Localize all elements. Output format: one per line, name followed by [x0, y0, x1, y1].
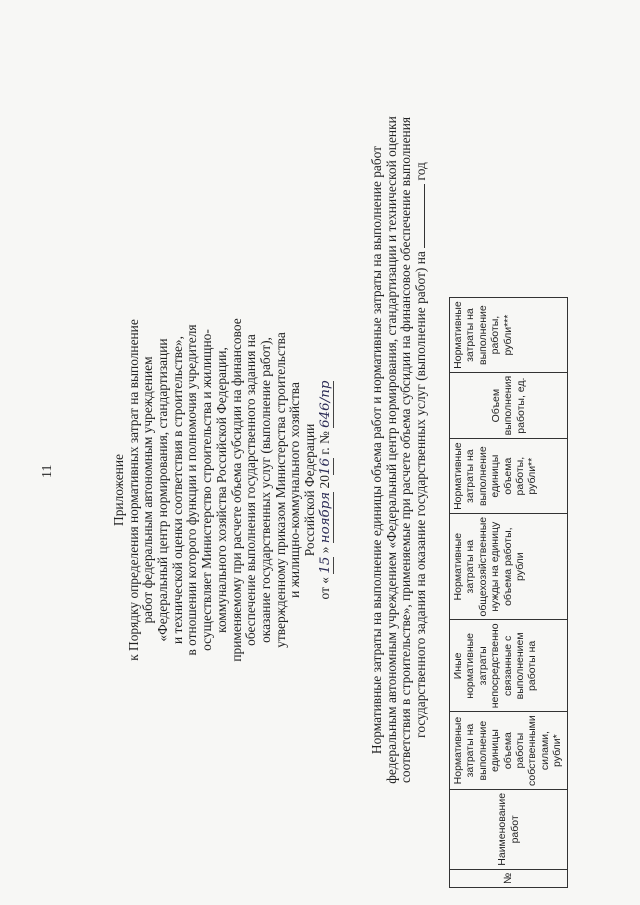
appendix-line: утвержденному приказом Министерства строительства	[272, 332, 288, 648]
table-header-row	[450, 298, 568, 888]
order-number: 646/пр	[317, 380, 333, 428]
header-number: №	[450, 869, 568, 887]
header-volume: Объем выполнения работы, ед.	[450, 372, 568, 439]
header-unit-cost: Нормативные затраты на выполнение единицы объема работы, рубли**	[450, 439, 568, 514]
header-overhead-costs: Нормативные затраты на общехозяйственные нужды на единицу объема работы, рубли	[450, 513, 568, 620]
date-prefix: от «	[316, 577, 332, 600]
appendix-line: Российской Федерации	[301, 423, 317, 557]
heading-last-line	[414, 20, 429, 880]
header-total-cost: Нормативные затраты на выполнение работы, рубли***	[450, 298, 568, 373]
page-number: 11	[40, 464, 55, 478]
appendix-line: обеспечение выполнения государственного задания на	[243, 334, 259, 646]
appendix-line: к Порядку определения нормативных затрат на выполнение	[125, 319, 141, 661]
heading-line: Нормативные затраты на выполнение единицы объема работ и нормативные затраты на выполнение работ	[369, 145, 384, 755]
appendix-line: и жилищно-коммунального хозяйства	[287, 382, 303, 598]
heading-line-end: год	[413, 162, 429, 181]
heading-line-start: государственного задания на оказание государственных услуг (выполнение работ) на	[413, 251, 429, 738]
date-quote: »	[316, 546, 332, 554]
header-unit-cost-own: Нормативные затраты на выполнение единицы объема работы собственными силами, рубли*	[450, 712, 568, 790]
appendix-line: применяемому при расчете объема субсидии на финансовое	[228, 318, 244, 662]
appendix-line: в отношении которого функции и полномочия учредителя	[184, 324, 200, 656]
appendix-line: осуществляет Министерство строительства и жилищно-	[199, 329, 215, 651]
appendix-block	[112, 160, 332, 820]
appendix-line: оказание государственных услуг (выполнение работ),	[257, 337, 273, 643]
appendix-title: Приложение	[111, 454, 126, 526]
appendix-line: и технической оценки соответствия в строительстве»,	[169, 336, 185, 644]
number-prefix: г. №	[316, 431, 332, 455]
header-other-costs: Иные нормативные затраты непосредственно связанные с выполнением работы на	[450, 620, 568, 712]
document-heading	[370, 20, 429, 880]
appendix-line: работ федеральным автономным учреждением	[140, 356, 156, 624]
date-month: ноября	[317, 491, 333, 544]
appendix-line: коммунального хозяйства Российской Федерации,	[213, 347, 229, 633]
header-work-name: Наименование работ	[450, 789, 568, 869]
year-blank	[424, 184, 425, 248]
norms-table	[449, 297, 568, 888]
heading-line: соответствия в строительстве», применяемые при расчете объема субсидии на финансовое обеспечение выполнения	[398, 116, 414, 784]
signature-date-line	[318, 160, 333, 820]
year-prefix: 20	[316, 475, 332, 489]
year-value: 16	[317, 458, 333, 476]
date-day: 15	[317, 556, 333, 574]
appendix-line: «Федеральный центр нормирования, стандартизации	[155, 338, 171, 642]
heading-line: федеральным автономным учреждением «Федеральный центр нормирования, стандартизации и технической оценки	[383, 116, 399, 784]
